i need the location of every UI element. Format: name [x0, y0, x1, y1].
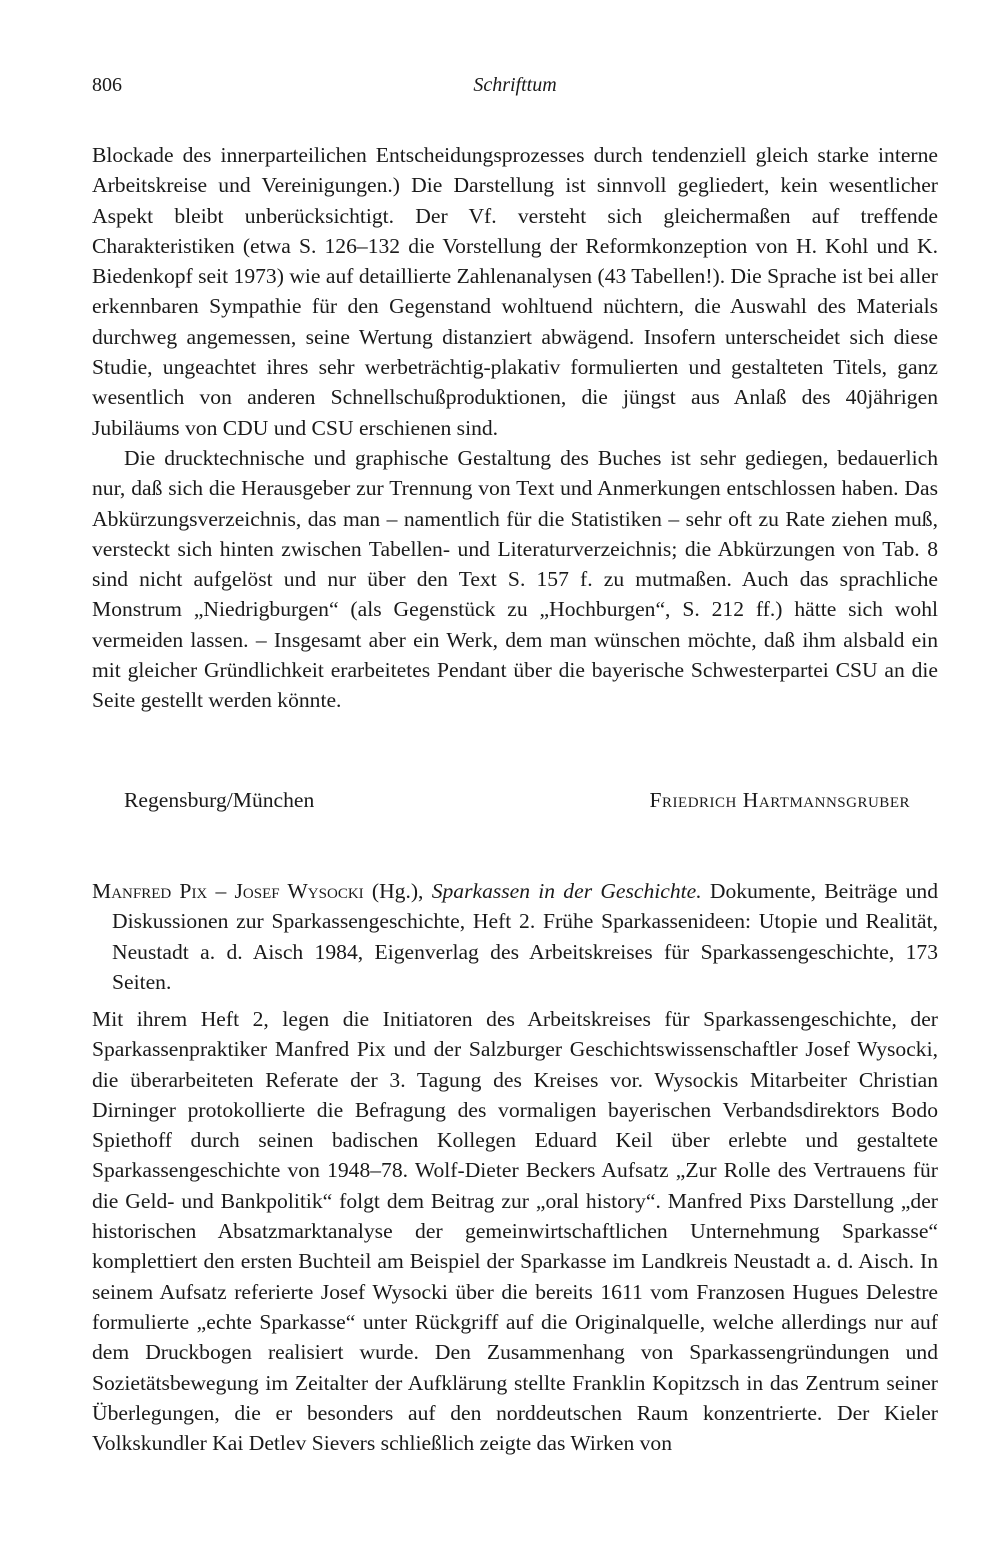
citation-title: Sparkassen in der Geschichte.	[431, 879, 702, 903]
page-header	[92, 74, 938, 104]
citation-editor-note: (Hg.),	[371, 879, 424, 903]
citation-details: Dokumente, Beiträge und Diskussionen zur Sparkassengeschichte, Heft 2. Frühe Sparkassenideen: Utopie und Realität, Neustadt a. d. Aisch 1984, Eigenverlag des Arbeitskreises für Sparkassengeschichte, 173 Seiten.	[112, 879, 939, 994]
bibliographic-citation	[92, 876, 938, 997]
page-number: 806	[92, 74, 122, 96]
review-signature	[124, 788, 910, 818]
review-two-paragraph-1: Mit ihrem Heft 2, legen die Initiatoren des Arbeitskreises für Sparkassengeschichte, der Sparkassenpraktiker Manfred Pix und der Salzburger Geschichtswissenschaftler Josef Wysocki, die überarbeiteten Referate der 3. Tagung des Kreises vor. Wysockis Mitarbeiter Christian Dirninger protokollierte die Befragung des vormaligen bayerischen Verbandsdirektors Bodo Spiethoff durch seinen badischen Kollegen Eduard Keil über erlebte und gestaltete Sparkassengeschichte von 1948–78. Wolf-Dieter Beckers Aufsatz „Zur Rolle des Vertrauens für die Geld- und Bankpolitik“ folgt dem Beitrag zur „oral history“. Manfred Pixs Darstellung „der historischen Absatzmarktanalyse der gemeinwirtschaftlichen Unternehmung Sparkasse“ komplettiert den ersten Buchteil am Beispiel der Sparkasse im Landkreis Neustadt a. d. Aisch. In seinem Aufsatz referierte Josef Wysocki über die bereits 1611 vom Franzosen Hugues Delestre formulierte „echte Sparkasse“ unter Rückgriff auf die Originalquelle, welche allerdings nur auf dem Druckbogen realisiert wurde. Den Zusammenhang von Sparkassengründungen und Sozietätsbewegung im Zeitalter der Aufklärung stellte Franklin Kopitzsch in das Zentrum seiner Überlegungen, die er besonders auf den norddeutschen Raum konzentrierte. Der Kieler Volkskundler Kai Detlev Sievers schließlich zeigte das Wirken von	[92, 1007, 938, 1456]
signature-place: Regensburg/München	[124, 788, 315, 812]
review-one-paragraph-2: Die drucktechnische und graphische Gestaltung des Buches ist sehr gediegen, bedauerlich nur, daß sich die Herausgeber zur Trennung von Text und Anmerkungen entschlossen haben. Das Abkürzungsverzeichnis, das man – namentlich für die Statistiken – sehr oft zu Rate ziehen muß, versteckt sich hinten zwischen Tabellen- und Literaturverzeichnis; die Abkürzungen von Tab. 8 sind nicht aufgelöst und nur über den Text S. 157 f. zu mutmaßen. Auch das sprachliche Monstrum „Niedrigburgen“ (als Gegenstück zu „Hochburgen“, S. 212 ff.) hätte sich wohl vermeiden lassen. – Insgesamt aber ein Werk, dem man wünschen möchte, daß ihm alsbald ein mit gleicher Gründlichkeit erarbeitetes Pendant über die bayerische Schwesterpartei CSU an die Seite gestellt werden könnte.	[92, 445, 938, 713]
review-one-paragraph-1: Blockade des innerparteilichen Entscheidungsprozesses durch tendenziell gleich starke interne Arbeitskreise und Vereinigungen.) Die Darstellung ist sinnvoll gegliedert, kein wesentlicher Aspekt bleibt unberücksichtigt. Der Vf. versteht sich gleichermaßen auf treffende Charakteristiken (etwa S. 126–132 die Vorstellung der Reformkonzeption von H. Kohl und K. Biedenkopf seit 1973) wie auf detaillierte Zahlenanalysen (43 Tabellen!). Die Sprache ist bei aller erkennbaren Sympathie für den Gegenstand wohltuend nüchtern, die Auswahl des Materials durchweg angemessen, seine Wertung distanziert abwägend. Insofern unterscheidet sich diese Studie, ungeachtet ihres sehr werbeträchtig-plakativ formulierten und gestalteten Titels, ganz wesentlich von anderen Schnellschußproduktionen, die jüngst aus Anlaß des 40jährigen Jubiläums von CDU und CSU erschienen sind.	[92, 143, 938, 440]
review-one	[92, 140, 938, 716]
review-two	[92, 1004, 938, 1458]
citation-authors: Manfred Pix – Josef Wysocki	[92, 879, 364, 903]
running-head: Schrifttum	[473, 74, 557, 96]
signature-author: Friedrich Hartmannsgruber	[649, 788, 910, 812]
